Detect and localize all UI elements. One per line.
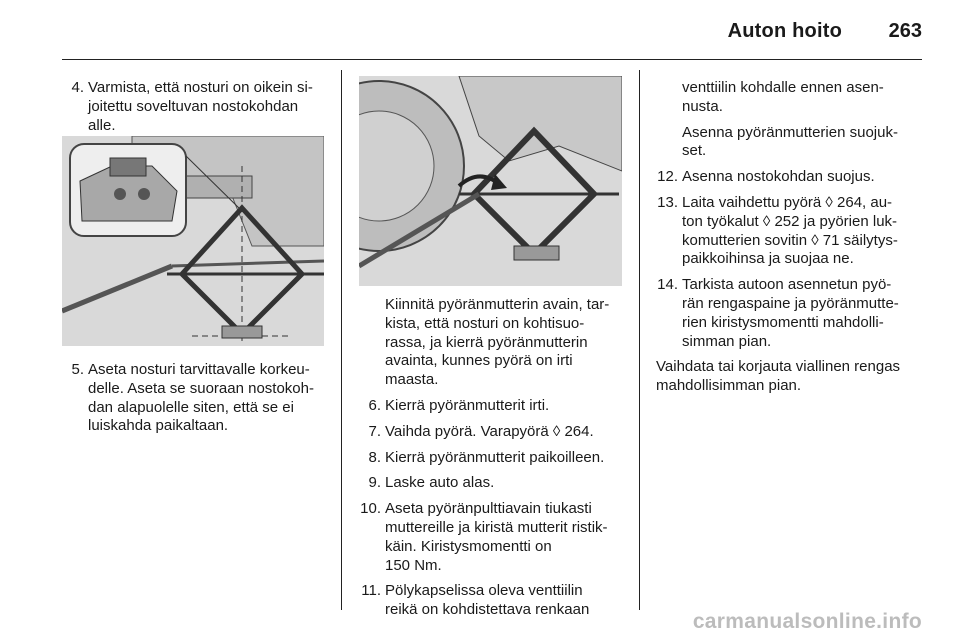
section-title: Auton hoito bbox=[727, 20, 842, 42]
step-7 bbox=[359, 423, 631, 442]
step-10 bbox=[359, 500, 631, 575]
jack-lift-point-illustration bbox=[62, 136, 324, 346]
step-8 bbox=[359, 449, 631, 468]
step-13 bbox=[656, 194, 946, 269]
text-line: maasta. bbox=[385, 371, 439, 389]
step-line: paikkoihinsa ja suojaa ne. bbox=[682, 250, 854, 268]
column-1-lower bbox=[62, 361, 332, 443]
step-line: rän rengaspaine ja pyöränmutte- bbox=[682, 294, 899, 312]
step-number: 12. bbox=[657, 168, 678, 186]
step-line: simman pian. bbox=[682, 332, 772, 350]
column-divider-right bbox=[639, 70, 640, 610]
header-rule bbox=[62, 59, 922, 60]
text-line: venttiilin kohdalle ennen asen- bbox=[682, 79, 884, 96]
step-number: 8. bbox=[368, 448, 381, 466]
text-line: mahdollisimman pian. bbox=[656, 377, 802, 395]
valve-continuation bbox=[656, 79, 946, 117]
step-line: Aseta pyöränpulttiavain tiukasti bbox=[385, 500, 592, 518]
step-number: 13. bbox=[657, 193, 678, 211]
step-line: luiskahda paikaltaan. bbox=[88, 417, 229, 435]
step-line: alle. bbox=[88, 116, 116, 134]
step-line: Kierrä pyöränmutterit irti. bbox=[385, 396, 550, 414]
step-6 bbox=[359, 397, 631, 416]
step-4 bbox=[62, 79, 332, 135]
closing-note bbox=[656, 358, 946, 396]
text-line: avainta, kunnes pyörä on irti bbox=[385, 352, 573, 370]
column-divider-left bbox=[341, 70, 342, 610]
text-line: rassa, ja kierrä pyöränmutterin bbox=[385, 333, 588, 351]
step-number: 7. bbox=[368, 422, 381, 440]
step-line: 150 Nm. bbox=[385, 556, 442, 574]
text-line: set. bbox=[682, 142, 707, 160]
step-12 bbox=[656, 168, 946, 187]
step-number: 6. bbox=[368, 396, 381, 414]
step-line: Asenna nostokohdan suojus. bbox=[682, 168, 875, 186]
text-line: Kiinnitä pyöränmutterin avain, tar- bbox=[385, 296, 610, 313]
step-line: rien kiristysmomentti mahdolli- bbox=[682, 313, 884, 331]
text-line: kista, että nosturi on kohtisuo- bbox=[385, 314, 585, 332]
step-line: Kierrä pyöränmutterit paikoilleen. bbox=[385, 448, 605, 466]
column-1 bbox=[62, 79, 332, 142]
step-line: Tarkista autoon asennetun pyö- bbox=[682, 276, 892, 294]
watermark: carmanualsonline.info bbox=[692, 610, 922, 633]
step-11 bbox=[359, 582, 631, 620]
step-line: käin. Kiristysmomentti on bbox=[385, 537, 552, 555]
step-line: Laita vaihdettu pyörä ◊ 264, au- bbox=[682, 193, 893, 211]
crank-instruction bbox=[359, 296, 631, 390]
column-2 bbox=[359, 296, 631, 627]
step-number: 4. bbox=[71, 79, 84, 96]
step-number: 9. bbox=[368, 474, 381, 492]
step-number: 10. bbox=[360, 500, 381, 518]
step-14 bbox=[656, 276, 946, 351]
page-number: 263 bbox=[888, 20, 922, 42]
nut-cover-instruction bbox=[656, 124, 946, 162]
step-line: ton työkalut ◊ 252 ja pyörien luk- bbox=[682, 212, 898, 230]
text-line: Vaihdata tai korjauta viallinen rengas bbox=[656, 358, 901, 376]
step-line: Varmista, että nosturi on oikein si- bbox=[88, 79, 313, 96]
step-line: muttereille ja kiristä mutterit ristik- bbox=[385, 518, 608, 536]
step-number: 11. bbox=[361, 582, 381, 600]
step-9 bbox=[359, 474, 631, 493]
step-line: Laske auto alas. bbox=[385, 474, 495, 492]
text-line: Asenna pyöränmutterien suojuk- bbox=[682, 123, 898, 141]
step-line: delle. Aseta se suoraan nostokoh- bbox=[88, 379, 314, 397]
step-line: joitettu soveltuvan nostokohdan bbox=[88, 97, 299, 115]
jack-crank-illustration bbox=[359, 76, 622, 286]
step-line: dan alapuolelle siten, että se ei bbox=[88, 398, 294, 416]
step-line: Vaihda pyörä. Varapyörä ◊ 264. bbox=[385, 422, 594, 440]
column-3 bbox=[656, 79, 946, 403]
page-header bbox=[0, 0, 960, 62]
step-line: Aseta nosturi tarvittavalle korkeu- bbox=[88, 361, 310, 378]
step-number: 5. bbox=[71, 361, 84, 378]
step-5 bbox=[62, 361, 332, 436]
step-line: Pölykapselissa oleva venttiilin bbox=[385, 582, 583, 600]
step-line: komutterien sovitin ◊ 71 säilytys- bbox=[682, 231, 898, 249]
step-line: reikä on kohdistettava renkaan bbox=[385, 601, 590, 619]
text-line: nusta. bbox=[682, 97, 723, 115]
step-number: 14. bbox=[657, 276, 678, 294]
